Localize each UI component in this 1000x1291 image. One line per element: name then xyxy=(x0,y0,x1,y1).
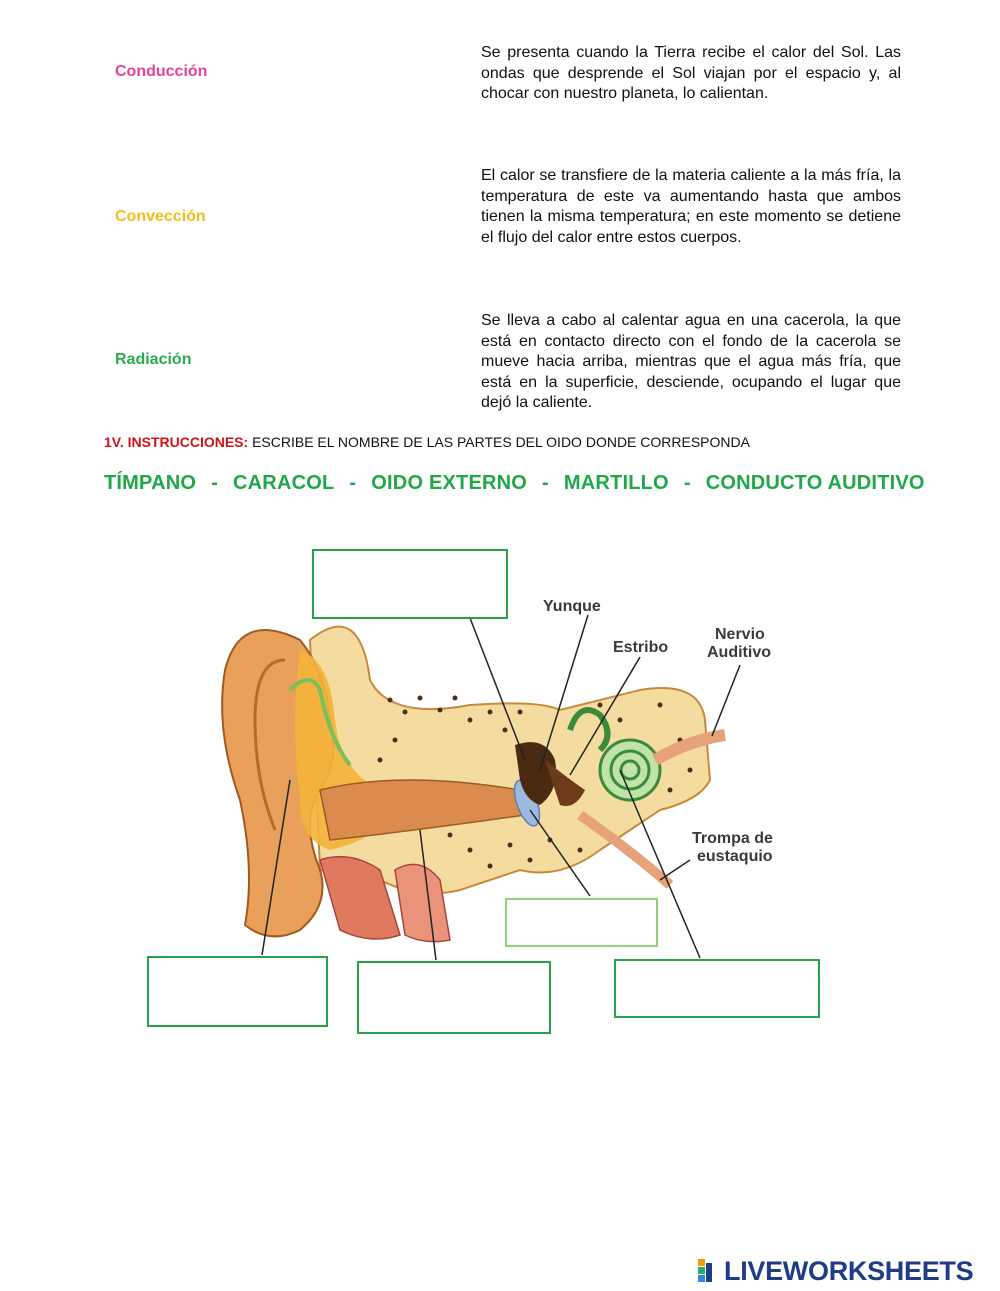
label-estribo: Estribo xyxy=(613,639,669,656)
instruction-text: ESCRIBE EL NOMBRE DE LAS PARTES DEL OIDO DONDE CORRESPONDA xyxy=(252,434,750,450)
word-caracol: CARACOL xyxy=(233,472,335,494)
liveworksheets-logo-icon xyxy=(698,1259,722,1283)
answer-box-eardrum[interactable] xyxy=(505,898,658,947)
word-bank xyxy=(104,472,934,495)
definition-1: Se presenta cuando la Tierra recibe el calor del Sol. Las ondas que desprende el Sol viajan por el espacio y, al chocar con nuestro planeta, lo calientan. xyxy=(481,44,901,102)
word-separator: - xyxy=(542,472,549,494)
word-separator: - xyxy=(211,472,219,494)
cochlea xyxy=(600,740,660,800)
term-conduccion: Conducción xyxy=(115,63,208,80)
word-timpano: TÍMPANO xyxy=(104,472,197,494)
answer-box-outer-ear[interactable] xyxy=(147,956,328,1027)
word-separator: - xyxy=(683,472,691,494)
label-auditivo: Auditivo xyxy=(707,644,771,661)
label-trompa: Trompa de xyxy=(692,830,773,847)
term-conveccion: Convección xyxy=(115,208,206,225)
answer-box-cochlea[interactable] xyxy=(614,959,820,1018)
label-yunque: Yunque xyxy=(543,598,601,615)
definition-2: El calor se transfiere de la materia caliente a la más fría, la temperatura de este va aumentando hasta que ambos tienen la misma temperatura; en este momento se detiene el flujo del calor entre estos cuerpos. xyxy=(481,167,901,246)
word-martillo: MARTILLO xyxy=(563,472,669,494)
instruction xyxy=(104,434,750,450)
answer-box-canal[interactable] xyxy=(357,961,551,1034)
answer-box-top[interactable] xyxy=(312,549,508,619)
brand-name: LIVEWORKSHEETS xyxy=(724,1255,974,1286)
brand xyxy=(698,1256,973,1286)
label-eustaquio: eustaquio xyxy=(697,848,773,865)
definition-3: Se lleva a cabo al calentar agua en una cacerola, la que está en contacto directo con el fondo de la cacerola se mueve hacia arriba, mientras que el agua más fría, que está en la superficie, desciende, ocupando el lugar que dejó la caliente. xyxy=(481,312,901,411)
label-nervio: Nervio xyxy=(715,626,765,643)
word-separator: - xyxy=(349,472,357,494)
term-radiacion: Radiación xyxy=(115,351,192,368)
word-conducto-auditivo: CONDUCTO AUDITIVO xyxy=(705,472,925,494)
instruction-label: 1V. INSTRUCCIONES: xyxy=(104,434,249,450)
word-oido-externo: OIDO EXTERNO xyxy=(371,472,528,494)
